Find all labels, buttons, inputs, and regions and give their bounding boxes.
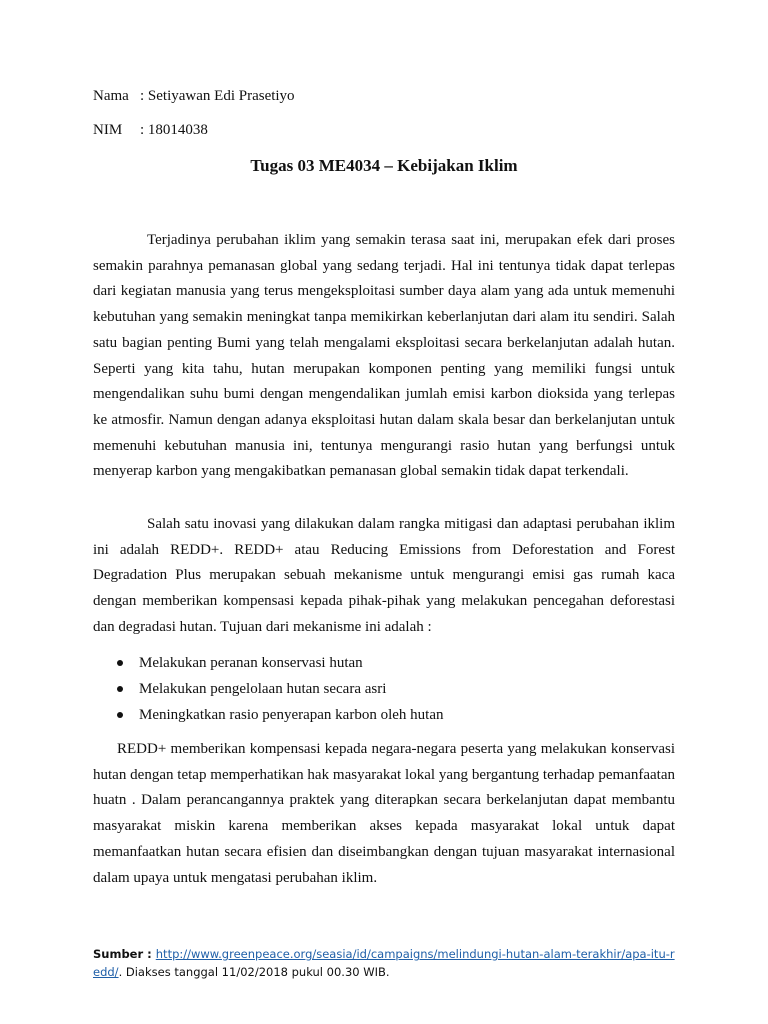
nim-value: : 18014038 xyxy=(140,122,208,138)
list-item xyxy=(93,678,675,704)
name-label: Nama xyxy=(93,88,129,104)
list-item xyxy=(93,704,675,730)
paragraph-3: REDD+ memberikan kompensasi kepada negara-negara peserta yang melakukan konservasi hutan dengan tetap memperhatikan hak masyarakat lokal yang bergantung terhadap pemanfaatan huatn . Dalam perancangannya praktek yang diterapkan secara berkelanjutan dapat membantu masyarakat miskin karena memberikan akses kepada masyarakat lokal untuk dapat memanfaatkan hutan secara efisien dan diseimbangkan dengan tujuan masyarakat internasional dalam upaya untuk mengatasi perubahan iklim. xyxy=(93,741,675,886)
document-title: Tugas 03 ME4034 – Kebijakan Iklim xyxy=(250,156,518,175)
bullet-icon xyxy=(117,660,123,666)
list-item xyxy=(93,652,675,678)
name-value: : Setiyawan Edi Prasetiyo xyxy=(140,88,295,104)
bullet-icon xyxy=(117,712,123,718)
name-line xyxy=(93,87,295,105)
paragraph-1: Terjadinya perubahan iklim yang semakin terasa saat ini, merupakan efek dari proses semakin parahnya pemanasan global yang sedang terjadi. Hal ini tentunya tidak dapat terlepas dari kegiatan manusia yang terus mengeksploitasi sumber daya alam yang ada untuk memenuhi kebutuhan yang semakin meningkat tanpa memikirkan keberlanjutan dari alam itu sendiri. Salah satu bagian penting Bumi yang telah mengalami eksploitasi secara berkelanjutan adalah hutan. Seperti yang kita tahu, hutan merupakan komponen penting yang memiliki fungsi untuk mengendalikan suhu bumi dengan mengendalikan jumlah emisi karbon dioksida yang terlepas ke atmosfir. Namun dengan adanya eksploitasi hutan dalam skala besar dan berkelanjutan untuk memenuhi kebutuhan manusia ini, tentunya mengurangi rasio hutan yang berfungsi untuk menyerap karbon yang mengakibatkan pemanasan global semakin tidak dapat terkendali. xyxy=(93,232,675,480)
source-label: Sumber : xyxy=(93,947,156,961)
bullet-icon xyxy=(117,686,123,692)
source-link[interactable]: http://www.greenpeace.org/seasia/id/campaigns/melindungi-hutan-alam-terakhir/apa-itu-redd/ xyxy=(93,947,675,979)
objectives-list xyxy=(93,652,675,730)
nim-label: NIM xyxy=(93,122,123,138)
list-item-text: Meningkatkan rasio penyerapan karbon oleh hutan xyxy=(139,707,444,723)
source-suffix: . Diakses tanggal 11/02/2018 pukul 00.30 WIB. xyxy=(118,965,390,979)
nim-line xyxy=(93,121,208,139)
list-item-text: Melakukan peranan konservasi hutan xyxy=(139,655,363,671)
source-citation xyxy=(93,945,675,981)
paragraph-2: Salah satu inovasi yang dilakukan dalam rangka mitigasi dan adaptasi perubahan iklim ini adalah REDD+. REDD+ atau Reducing Emissions from Deforestation and Forest Degradation Plus merupakan sebuah mekanisme untuk mengurangi emisi gas rumah kaca dengan memberikan kompensasi kepada pihak-pihak yang melakukan pencegahan deforestasi dan degradasi hutan. Tujuan dari mekanisme ini adalah : xyxy=(93,516,675,635)
list-item-text: Melakukan pengelolaan hutan secara asri xyxy=(139,681,387,697)
